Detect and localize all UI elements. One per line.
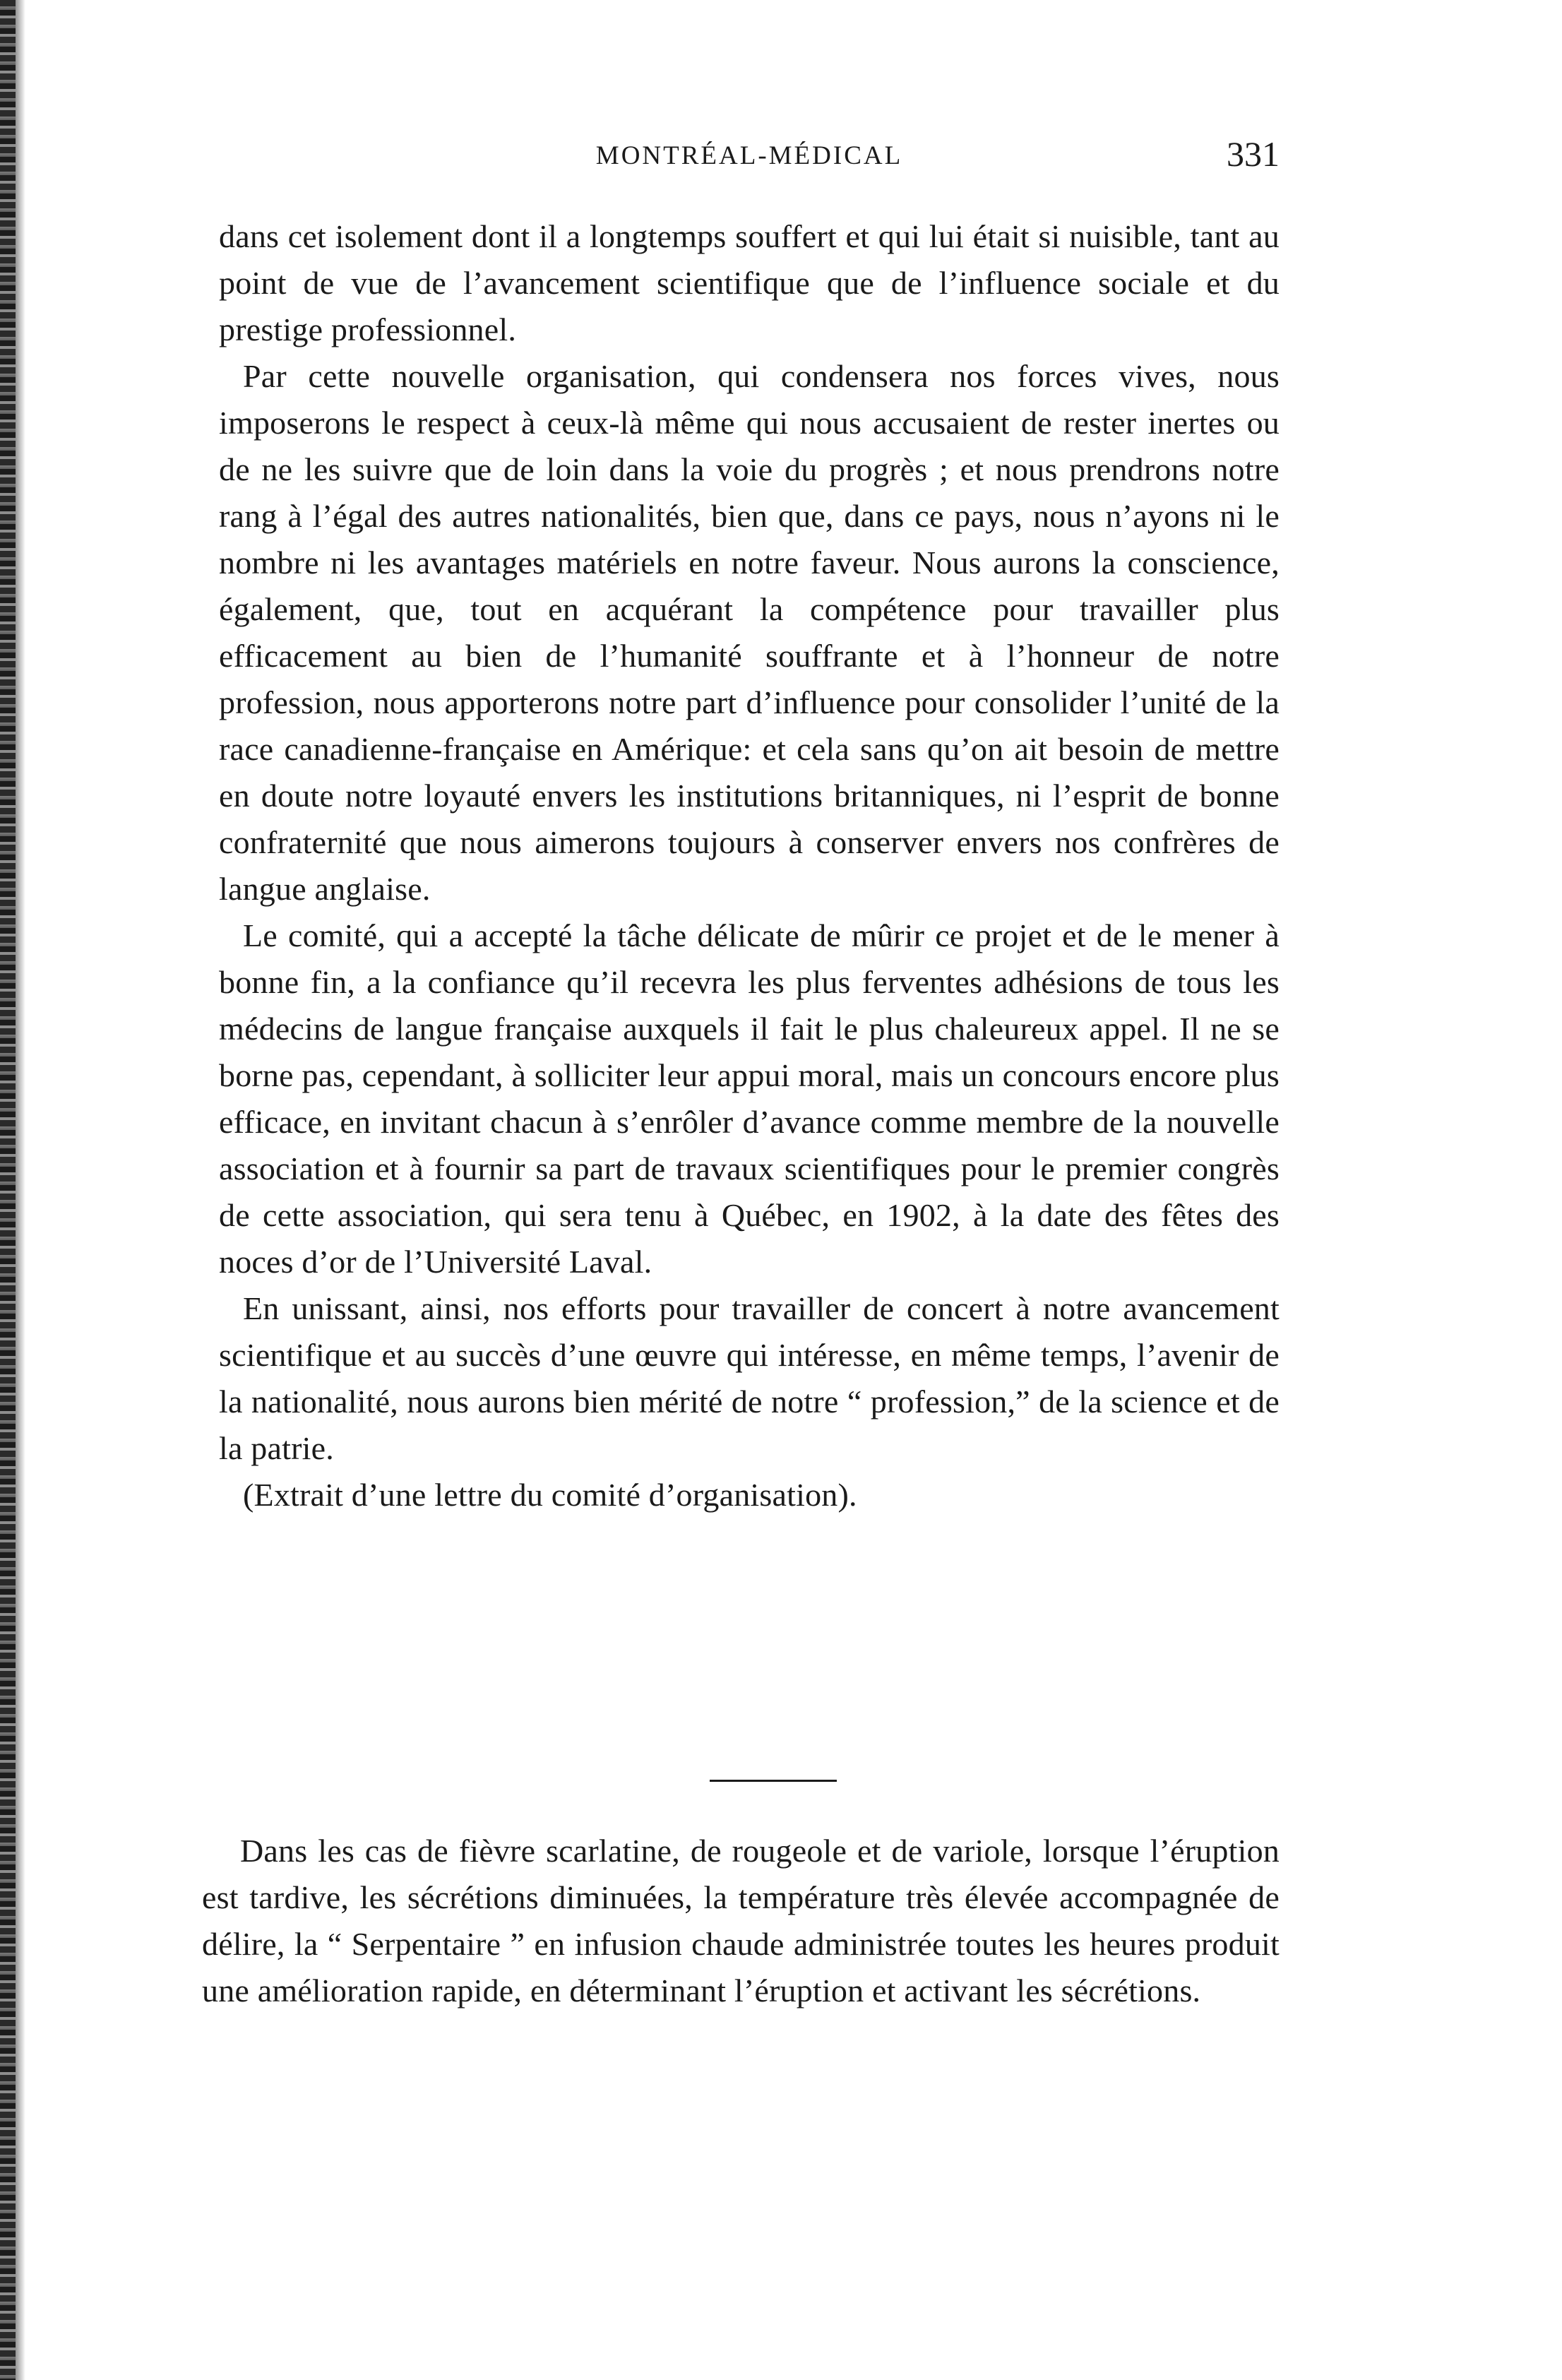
page-number: 331	[1227, 134, 1280, 174]
paragraph-organisation: Par cette nouvelle organisation, qui condensera nos forces vives, nous imposerons le respect à ceux-là même qui nous accusaient de rester inertes ou de ne les suivre que de loin dans la voie du progrès ; et nous prendrons notre rang à l’égal des autres nationalités, bien que, dans ce pays, nous n’ayons ni le nombre ni les avantages matériels en notre faveur. Nous aurons la conscience, également, que, tout en acquérant la compétence pour travailler plus efficacement au bien de l’humanité souffrante et à l’honneur de notre profession, nous apporterons notre part d’influence pour consolider l’unité de la race canadienne-française en Amérique: et cela sans qu’on ait besoin de mettre en doute notre loyauté envers les institutions britanniques, ni l’esprit de bonne confraternité que nous aimerons toujours à conserver envers nos confrères de langue anglaise.	[219, 358, 1280, 907]
running-title: MONTRÉAL-MÉDICAL	[595, 141, 903, 170]
scanned-binding-edge	[0, 0, 16, 2380]
binding-shadow	[16, 0, 25, 2380]
source-line: (Extrait d’une lettre du comité d’organisation).	[243, 1477, 857, 1513]
medical-note	[202, 1828, 1280, 2014]
section-separator	[710, 1780, 837, 1782]
paragraph-continuation: dans cet isolement dont il a longtemps souffert et qui lui était si nuisible, tant au point de vue de l’avancement scientifique que de l’influence sociale et du prestige professionnel.	[219, 218, 1280, 347]
page-header	[219, 133, 1280, 182]
paragraph-conclusion: En unissant, ainsi, nos efforts pour travailler de concert à notre avancement scientifique et au succès d’une œuvre qui intéresse, en même temps, l’avenir de la nationalité, nous aurons bien mérité de notre “ profession,” de la science et de la patrie.	[219, 1290, 1280, 1466]
article-body	[219, 213, 1280, 1518]
medical-note-text: Dans les cas de fièvre scarlatine, de rougeole et de variole, lorsque l’éruption est tardive, les sécrétions diminuées, la température très élevée accompagnée de délire, la “ Serpentaire ” en infusion chaude administrée toutes les heures produit une amélioration rapide, en déterminant l’éruption et activant les sécrétions.	[202, 1833, 1280, 2009]
paragraph-comite: Le comité, qui a accepté la tâche délicate de mûrir ce projet et de le mener à bonne fin, a la confiance qu’il recevra les plus ferventes adhésions de tous les médecins de langue française auxquels il fait le plus chaleureux appel. Il ne se borne pas, cependant, à solliciter leur appui moral, mais un concours encore plus efficace, en invitant chacun à s’enrôler d’avance comme membre de la nouvelle association et à fournir sa part de travaux scientifiques pour le premier congrès de cette association, qui sera tenu à Québec, en 1902, à la date des fêtes des noces d’or de l’Université Laval.	[219, 917, 1280, 1280]
